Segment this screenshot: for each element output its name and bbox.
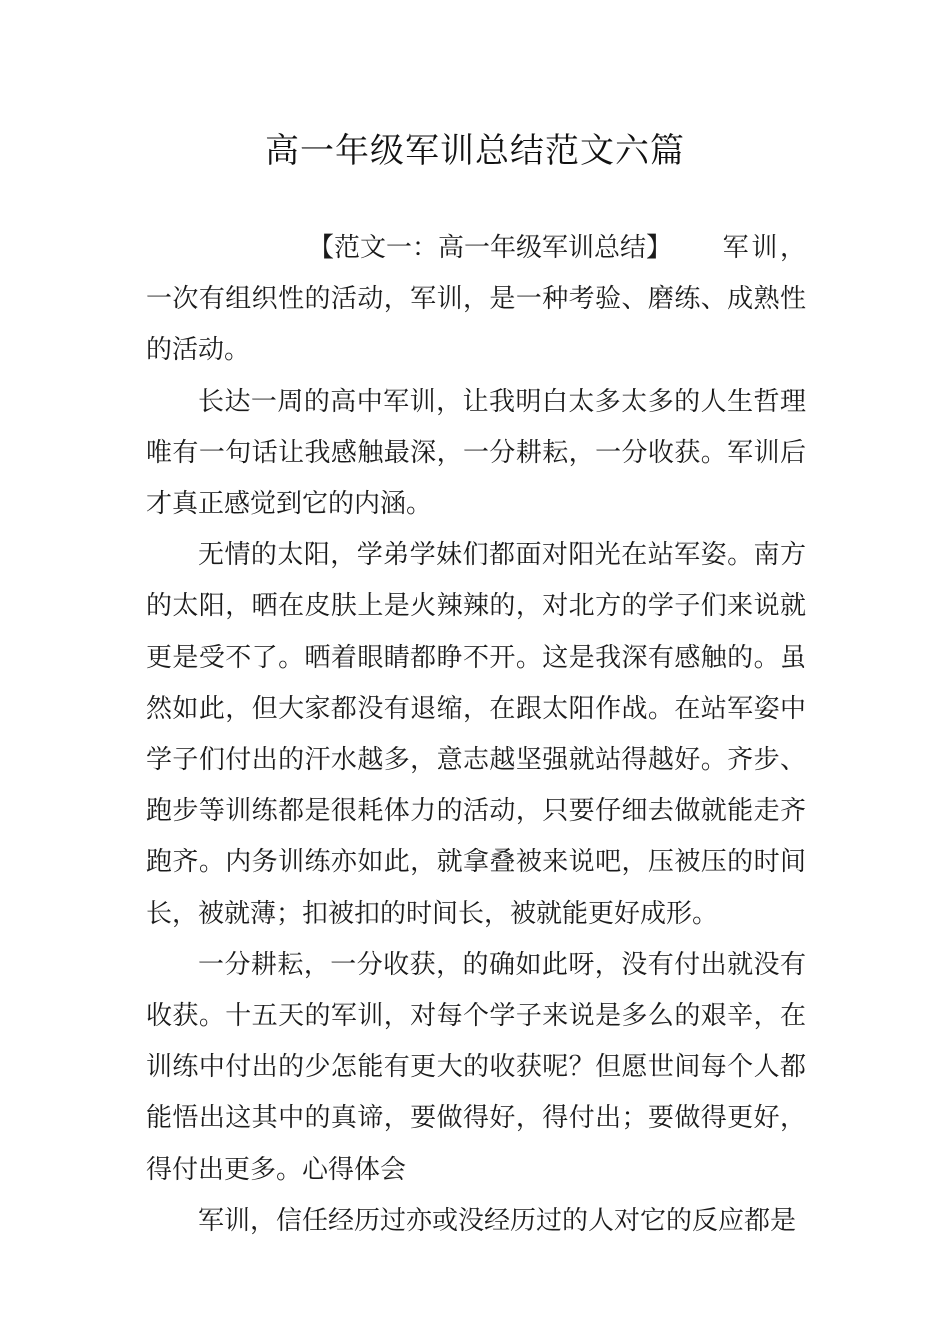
- paragraph-intro: [146, 223, 806, 377]
- paragraph-5: 军训，信任经历过亦或没经历过的人对它的反应都是: [198, 1205, 797, 1236]
- paragraph-3: 无情的太阳，学弟学妹们都面对阳光在站军姿。南方的太阳，晒在皮肤上是火辣辣的，对北方的学子们来说就更是受不了。晒着眼睛都睁不开。这是我深有感触的。虽然如此，但大家都没有退缩，在跟太阳作战。在站军姿中学子们付出的汗水越多，意志越坚强就站得越好。齐步、跑步等训练都是很耗体力的活动，只要仔细去做就能走齐跑齐。内务训练亦如此，就拿叠被来说吧，压被压的时间长，被就薄；扣被扣的时间长，被就能更好成形。: [146, 540, 806, 929]
- document-body: [146, 223, 806, 1247]
- paragraph-4: 一分耕耘，一分收获，的确如此呀，没有付出就没有收获。十五天的军训，对每个学子来说是多么的艰辛，在训练中付出的少怎能有更大的收获呢？但愿世间每个人都能悟出这其中的真谛，要做得好，得付出；要做得更好，得付出更多。心得体会: [146, 949, 806, 1185]
- paragraph-1-text: 军训，一次有组织性的活动，军训，是一种考验、磨练、成熟性的活动。: [146, 233, 806, 366]
- section-heading: 【范文一：高一年级军训总结】: [308, 233, 673, 263]
- document-title: 高一年级军训总结范文六篇: [265, 131, 685, 171]
- paragraph-2: 长达一周的高中军训，让我明白太多太多的人生哲理唯有一句话让我感触最深，一分耕耘，一分收获。军训后才真正感觉到它的内涵。: [146, 386, 806, 520]
